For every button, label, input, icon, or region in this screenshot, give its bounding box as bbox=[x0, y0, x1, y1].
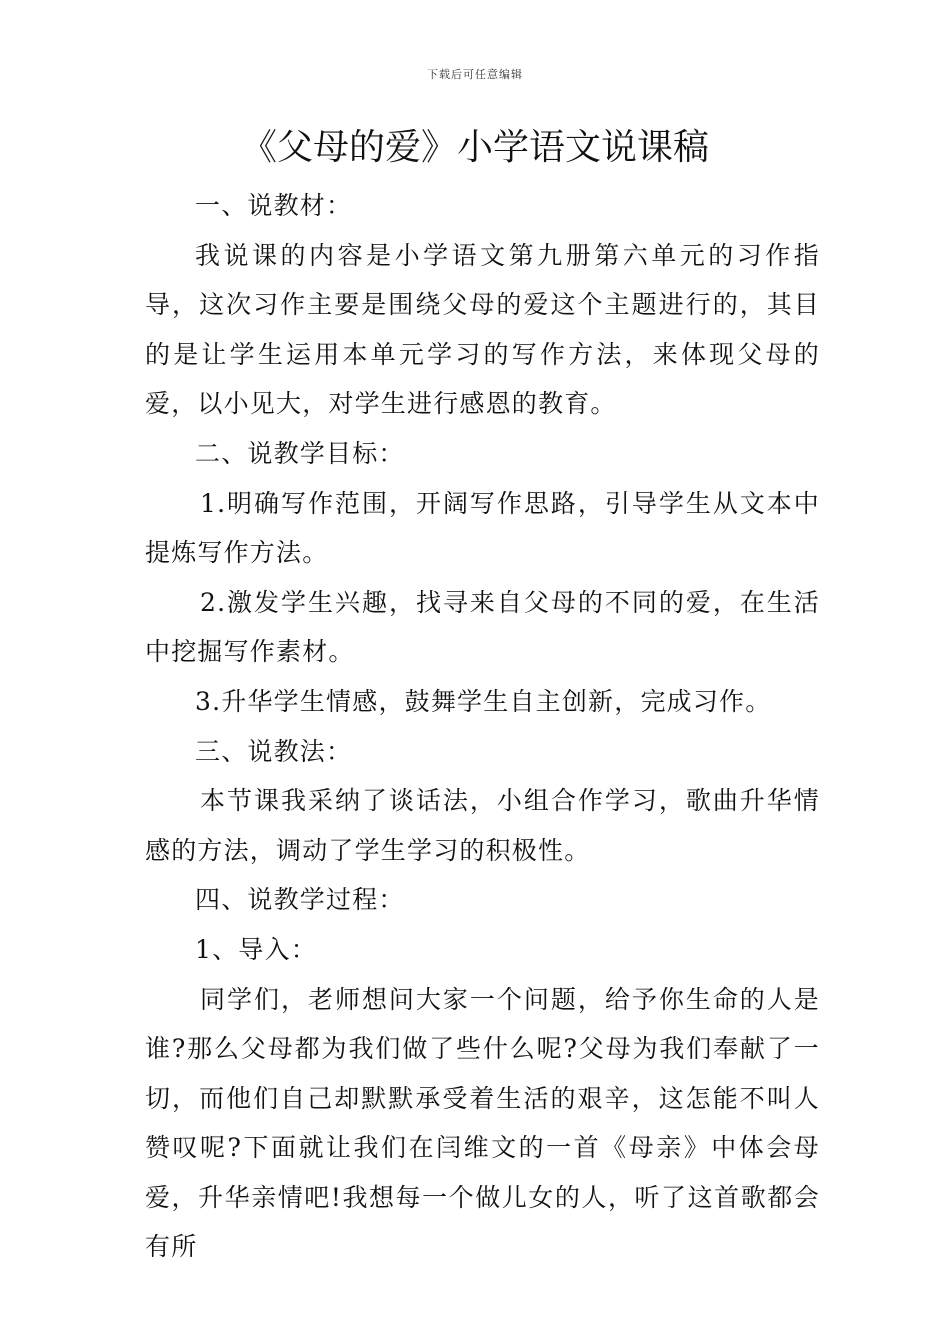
header-note: 下载后可任意编辑 bbox=[427, 68, 523, 81]
section-heading-teaching-material: 一、说教材： bbox=[195, 191, 353, 220]
section-heading-teaching-process: 四、说教学过程： bbox=[195, 885, 405, 915]
subheading-introduction: 1、导入： bbox=[195, 934, 317, 964]
document-title: 《父母的爱》小学语文说课稿 bbox=[240, 127, 709, 168]
paragraph-introduction: 同学们，老师想问大家一个问题，给予你生命的人是谁?那么父母都为我们做了些什么呢?父母为我们奉献了一切，而他们自己却默默承受着生活的艰辛，这怎能不叫人赞叹呢?下面就让我们在闫维文的一首《母亲》中体会母爱，升华亲情吧!我想每一个做儿女的人，听了这首歌都会有所 bbox=[145, 984, 820, 1262]
paragraph-teaching-material: 我说课的内容是小学语文第九册第六单元的习作指导，这次习作主要是围绕父母的爱这个主题进行的，其目的是让学生运用本单元学习的写作方法，来体现父母的爱，以小见大，对学生进行感恩的教育。 bbox=[145, 240, 820, 419]
section-heading-teaching-method: 三、说教法： bbox=[195, 736, 353, 766]
section-heading-teaching-goals: 二、说教学目标： bbox=[195, 438, 405, 468]
goal-item-2: 2.激发学生兴趣，找寻来自父母的不同的爱，在生活中挖掘写作素材。 bbox=[145, 587, 820, 667]
paragraph-teaching-method: 本节课我采纳了谈话法，小组合作学习，歌曲升华情感的方法，调动了学生学习的积极性。 bbox=[145, 786, 820, 865]
goal-item-3: 3.升华学生情感，鼓舞学生自主创新，完成习作。 bbox=[195, 686, 772, 716]
goal-item-1: 1.明确写作范围，开阔写作思路，引导学生从文本中提炼写作方法。 bbox=[145, 488, 820, 568]
document-body bbox=[145, 181, 820, 1272]
